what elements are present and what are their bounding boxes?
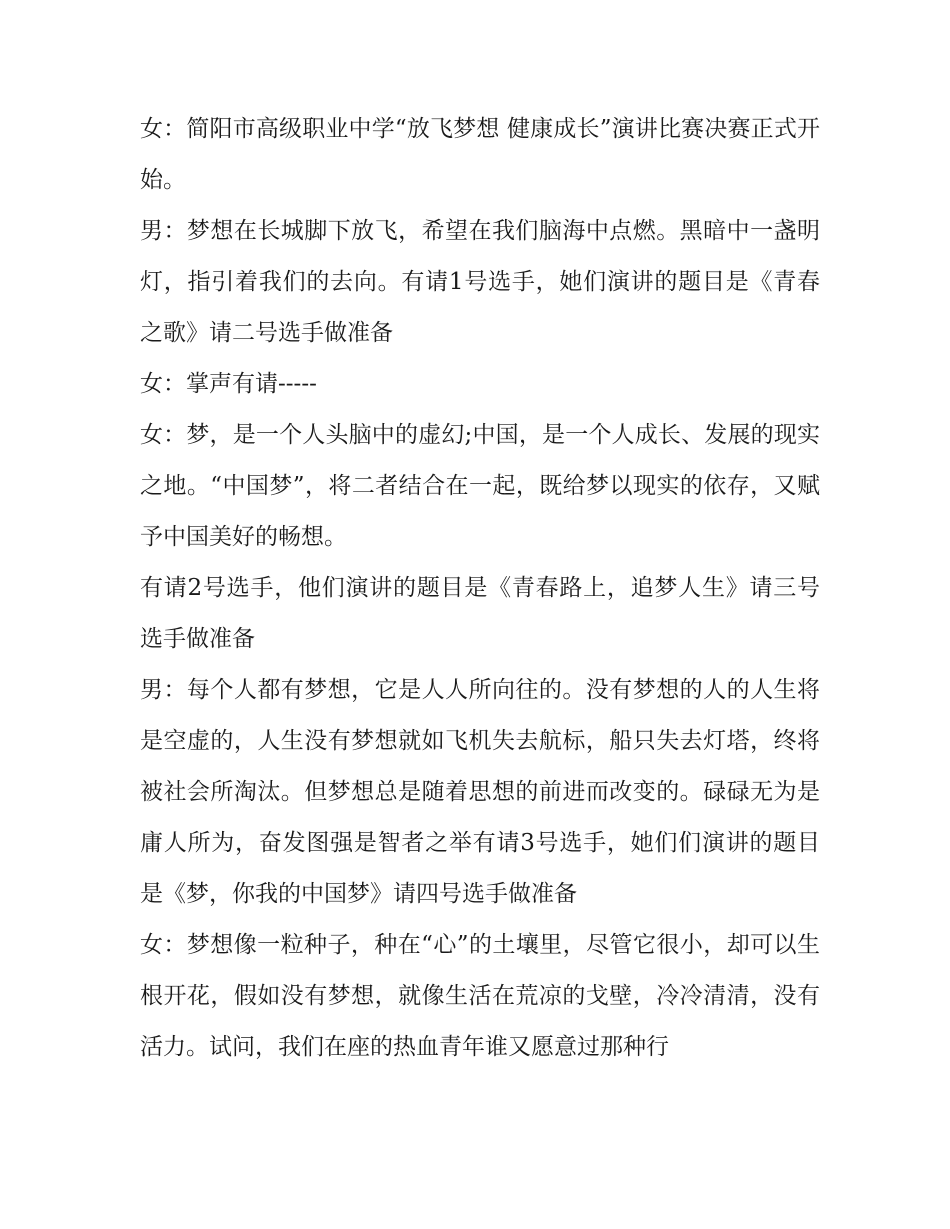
paragraph-host-female-applause: 女：掌声有请-----	[140, 371, 317, 397]
paragraph-host-female-3: 女：梦想像一粒种子，种在“心”的土壤里，尽管它很小，却可以生根开花，假如没有梦想，就像生活在荒凉的戈壁，冷冷清清，没有活力。试问，我们在座的热血青年谁又愿意过那种行	[140, 932, 820, 1060]
paragraph-opening: 女：简阳市高级职业中学“放飞梦想 健康成长”演讲比赛决赛正式开始。	[140, 116, 820, 193]
paragraph-host-female-2: 女：梦，是一个人头脑中的虚幻;中国，是一个人成长、发展的现实之地。“中国梦”，将二者结合在一起，既给梦以现实的依存，又赋予中国美好的畅想。	[140, 422, 820, 550]
paragraph-host-male-1: 男：梦想在长城脚下放飞，希望在我们脑海中点燃。黑暗中一盏明灯，指引着我们的去向。有请1号选手，她们演讲的题目是《青春之歌》请二号选手做准备	[140, 218, 820, 346]
document-body	[140, 104, 820, 1073]
paragraph-contestant-2: 有请2号选手，他们演讲的题目是《青春路上，追梦人生》请三号选手做准备	[140, 575, 820, 652]
paragraph-host-male-2: 男：每个人都有梦想，它是人人所向往的。没有梦想的人的人生将是空虚的，人生没有梦想就如飞机失去航标，船只失去灯塔，终将被社会所淘汰。但梦想总是随着思想的前进而改变的。碌碌无为是庸人所为，奋发图强是智者之举有请3号选手，她们们演讲的题目是《梦，你我的中国梦》请四号选手做准备	[140, 677, 820, 907]
